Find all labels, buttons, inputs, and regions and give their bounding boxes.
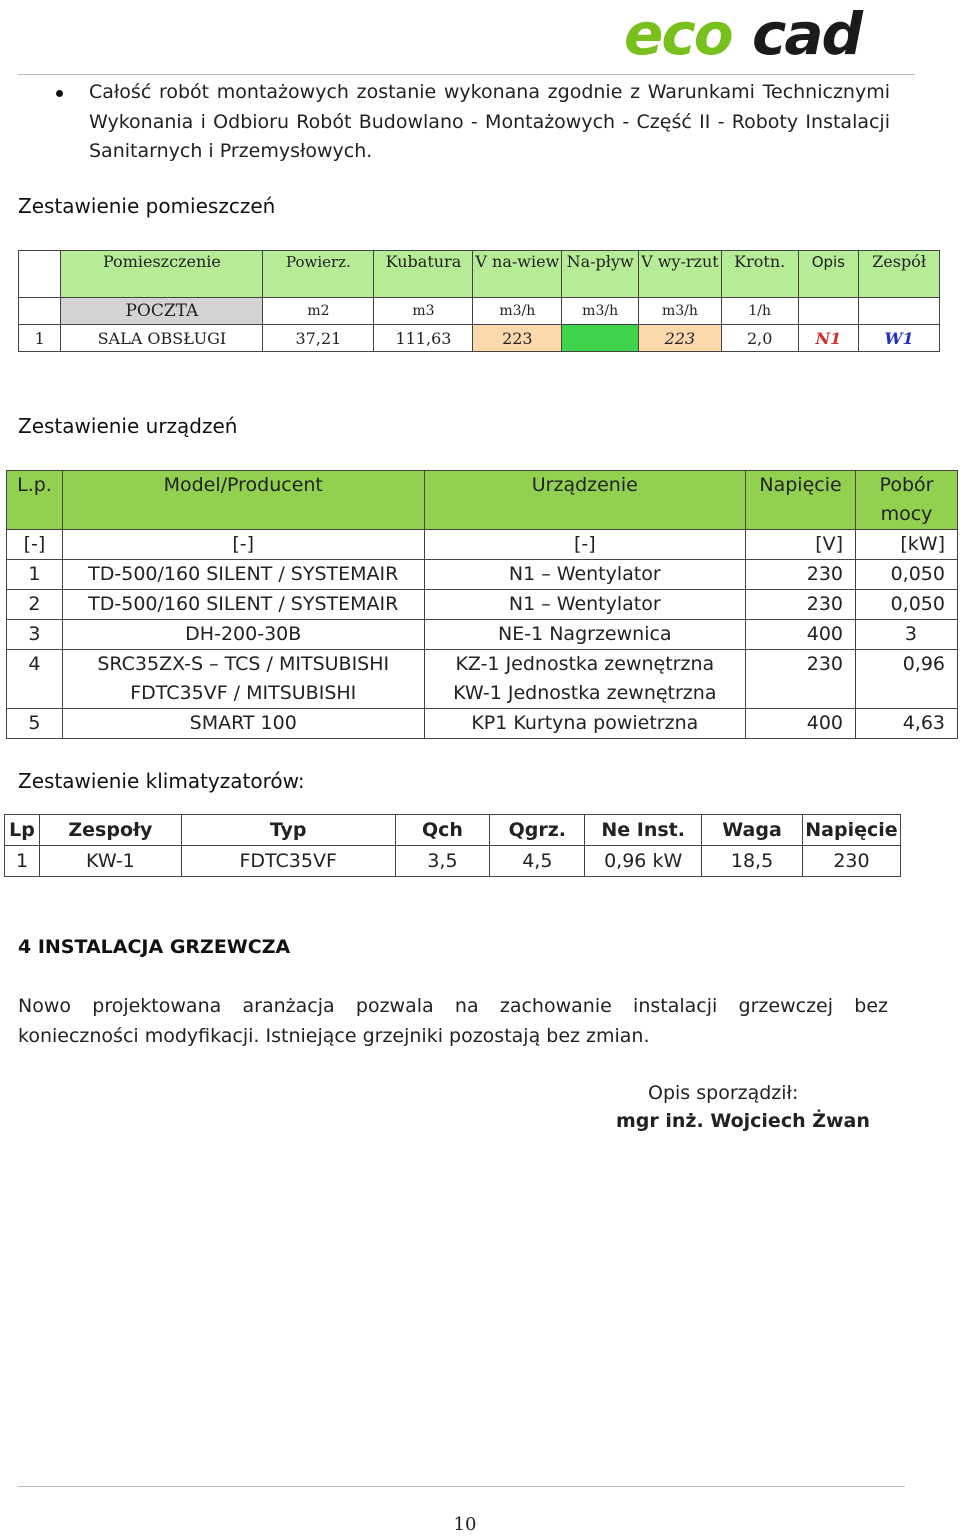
devices-header-device: Urządzenie xyxy=(424,471,746,530)
page-number: 10 xyxy=(453,1514,477,1535)
ac-header-qgrz: Qgrz. xyxy=(490,815,585,846)
devices-cell-model-line1: SRC35ZX-S – TCS / MITSUBISHI xyxy=(97,653,390,675)
devices-cell-lp: 3 xyxy=(7,620,63,650)
rooms-header-v-out-label: V wy-rzut xyxy=(641,252,719,271)
devices-cell-power: 3 xyxy=(856,620,958,650)
devices-cell-device: NE-1 Nagrzewnica xyxy=(424,620,746,650)
devices-cell-device-line1: KZ-1 Jednostka zewnętrzna xyxy=(455,653,715,675)
rooms-header-inflow-label: Na-pływ xyxy=(566,252,634,271)
table-row xyxy=(7,590,958,620)
rooms-header-rate: Krotn. xyxy=(721,251,798,298)
rooms-units-row xyxy=(19,298,940,325)
rooms-header-v-in xyxy=(473,251,562,298)
ac-header-type: Typ xyxy=(181,815,395,846)
bullet-paragraph xyxy=(56,78,890,167)
ac-heading: Zestawienie klimatyzatorów: xyxy=(18,769,305,793)
ac-header-ne: Ne Inst. xyxy=(585,815,702,846)
devices-unit-power: [kW] xyxy=(856,530,958,560)
ac-cell-lp: 1 xyxy=(5,846,40,877)
rooms-unit-desc xyxy=(798,298,859,325)
devices-header-model: Model/Producent xyxy=(62,471,424,530)
ac-header-weight: Waga xyxy=(702,815,803,846)
footer-rule xyxy=(18,1486,905,1487)
devices-cell-power: 4,63 xyxy=(856,709,958,739)
svg-text:eco: eco xyxy=(624,2,732,62)
ac-cell-group: KW-1 xyxy=(39,846,181,877)
devices-cell-lp: 5 xyxy=(7,709,63,739)
ac-cell-weight: 18,5 xyxy=(702,846,803,877)
section-paragraph: Nowo projektowana aranżacja pozwala na zachowanie instalacji grzewczej bez konieczności modyfikacji. Istniejące grzejniki pozostają bez zmian. xyxy=(18,995,888,1047)
devices-cell-power: 0,96 xyxy=(856,650,958,709)
devices-cell-voltage: 230 xyxy=(746,650,856,709)
devices-header-voltage: Napięcie xyxy=(746,471,856,530)
rooms-cell-volume: 111,63 xyxy=(374,325,473,352)
table-row xyxy=(7,709,958,739)
devices-cell-device: KP1 Kurtyna powietrzna xyxy=(424,709,746,739)
rooms-cell-rate: 2,0 xyxy=(721,325,798,352)
ac-cell-ne: 0,96 kW xyxy=(585,846,702,877)
rooms-header-v-out xyxy=(639,251,722,298)
svg-text:cad: cad xyxy=(752,2,862,62)
devices-header-lp: L.p. xyxy=(7,471,63,530)
rooms-unit-v-in: m3/h xyxy=(473,298,562,325)
rooms-header-volume: Kubatura xyxy=(374,251,473,298)
table-row xyxy=(7,560,958,590)
rooms-table xyxy=(18,250,940,352)
devices-cell-model: TD-500/160 SILENT / SYSTEMAIR xyxy=(62,560,424,590)
rooms-cell-v-out: 223 xyxy=(639,325,722,352)
devices-cell-voltage: 400 xyxy=(746,709,856,739)
rooms-unit-rate: 1/h xyxy=(721,298,798,325)
rooms-unit-inflow: m3/h xyxy=(562,298,639,325)
rooms-cell-v-in: 223 xyxy=(473,325,562,352)
rooms-unit-group xyxy=(859,298,940,325)
ac-cell-type: FDTC35VF xyxy=(181,846,395,877)
rooms-header-lp xyxy=(19,251,61,298)
devices-units-row xyxy=(7,530,958,560)
section-heading: 4 INSTALACJA GRZEWCZA xyxy=(18,936,291,958)
table-row xyxy=(19,325,940,352)
devices-unit-lp: [-] xyxy=(7,530,63,560)
devices-unit-voltage: [V] xyxy=(746,530,856,560)
devices-cell-lp: 1 xyxy=(7,560,63,590)
table-row xyxy=(7,650,958,709)
devices-cell-voltage: 230 xyxy=(746,560,856,590)
devices-cell-power: 0,050 xyxy=(856,590,958,620)
devices-cell-model: SMART 100 xyxy=(62,709,424,739)
ac-cell-qch: 3,5 xyxy=(395,846,490,877)
devices-cell-power: 0,050 xyxy=(856,560,958,590)
rooms-cell-lp: 1 xyxy=(19,325,61,352)
ecocad-logo xyxy=(624,2,914,62)
devices-cell-model: DH-200-30B xyxy=(62,620,424,650)
rooms-cell-group: W1 xyxy=(859,325,940,352)
devices-cell-model-line2: FDTC35VF / MITSUBISHI xyxy=(130,682,357,704)
rooms-header-room: Pomieszczenie xyxy=(61,251,263,298)
devices-unit-device: [-] xyxy=(424,530,746,560)
devices-header-row xyxy=(7,471,958,530)
devices-cell-lp: 4 xyxy=(7,650,63,709)
rooms-unit-area: m2 xyxy=(263,298,374,325)
signature-label: Opis sporządził: xyxy=(648,1082,799,1104)
signature-name: mgr inż. Wojciech Żwan xyxy=(616,1110,870,1132)
devices-cell-voltage: 230 xyxy=(746,590,856,620)
ac-header-qch: Qch xyxy=(395,815,490,846)
rooms-cell-inflow xyxy=(562,325,639,352)
ac-header-group: Zespoły xyxy=(39,815,181,846)
rooms-unit-v-out: m3/h xyxy=(639,298,722,325)
devices-table xyxy=(6,470,958,739)
header-rule xyxy=(18,74,915,75)
rooms-cell-name: SALA OBSŁUGI xyxy=(61,325,263,352)
rooms-cell-desc: N1 xyxy=(798,325,859,352)
rooms-header-group: Zespół xyxy=(859,251,940,298)
rooms-unit-volume: m3 xyxy=(374,298,473,325)
ac-cell-voltage: 230 xyxy=(802,846,900,877)
devices-cell-lp: 2 xyxy=(7,590,63,620)
devices-header-power: Pobór mocy xyxy=(856,471,958,530)
ac-header-row xyxy=(5,815,901,846)
rooms-header-area: Powierz. xyxy=(263,251,374,298)
devices-cell-device: N1 – Wentylator xyxy=(424,590,746,620)
rooms-heading: Zestawienie pomieszczeń xyxy=(18,194,276,218)
rooms-units-lp xyxy=(19,298,61,325)
table-row xyxy=(5,846,901,877)
bullet-text: Całość robót montażowych zostanie wykonana zgodnie z Warunkami Technicznymi Wykonania i Odbioru Robót Budowlano - Montażowych - Część II - Roboty Instalacji Sanitarnych i Przemysłowych. xyxy=(89,81,890,162)
rooms-cell-area: 37,21 xyxy=(263,325,374,352)
devices-heading: Zestawienie urządzeń xyxy=(18,414,238,438)
ac-header-voltage: Napięcie xyxy=(802,815,900,846)
rooms-header-row xyxy=(19,251,940,298)
table-row xyxy=(7,620,958,650)
ac-header-lp: Lp xyxy=(5,815,40,846)
devices-cell-device xyxy=(424,650,746,709)
rooms-header-inflow xyxy=(562,251,639,298)
ac-cell-qgrz: 4,5 xyxy=(490,846,585,877)
rooms-group-name: POCZTA xyxy=(61,298,263,325)
rooms-header-desc: Opis xyxy=(798,251,859,298)
devices-cell-voltage: 400 xyxy=(746,620,856,650)
devices-cell-model: TD-500/160 SILENT / SYSTEMAIR xyxy=(62,590,424,620)
devices-cell-device: N1 – Wentylator xyxy=(424,560,746,590)
ac-table xyxy=(4,814,901,877)
devices-unit-model: [-] xyxy=(62,530,424,560)
bullet-point-icon xyxy=(56,90,63,97)
rooms-header-v-in-label: V na-wiew xyxy=(475,252,560,271)
devices-cell-device-line2: KW-1 Jednostka zewnętrzna xyxy=(453,682,717,704)
devices-cell-model xyxy=(62,650,424,709)
